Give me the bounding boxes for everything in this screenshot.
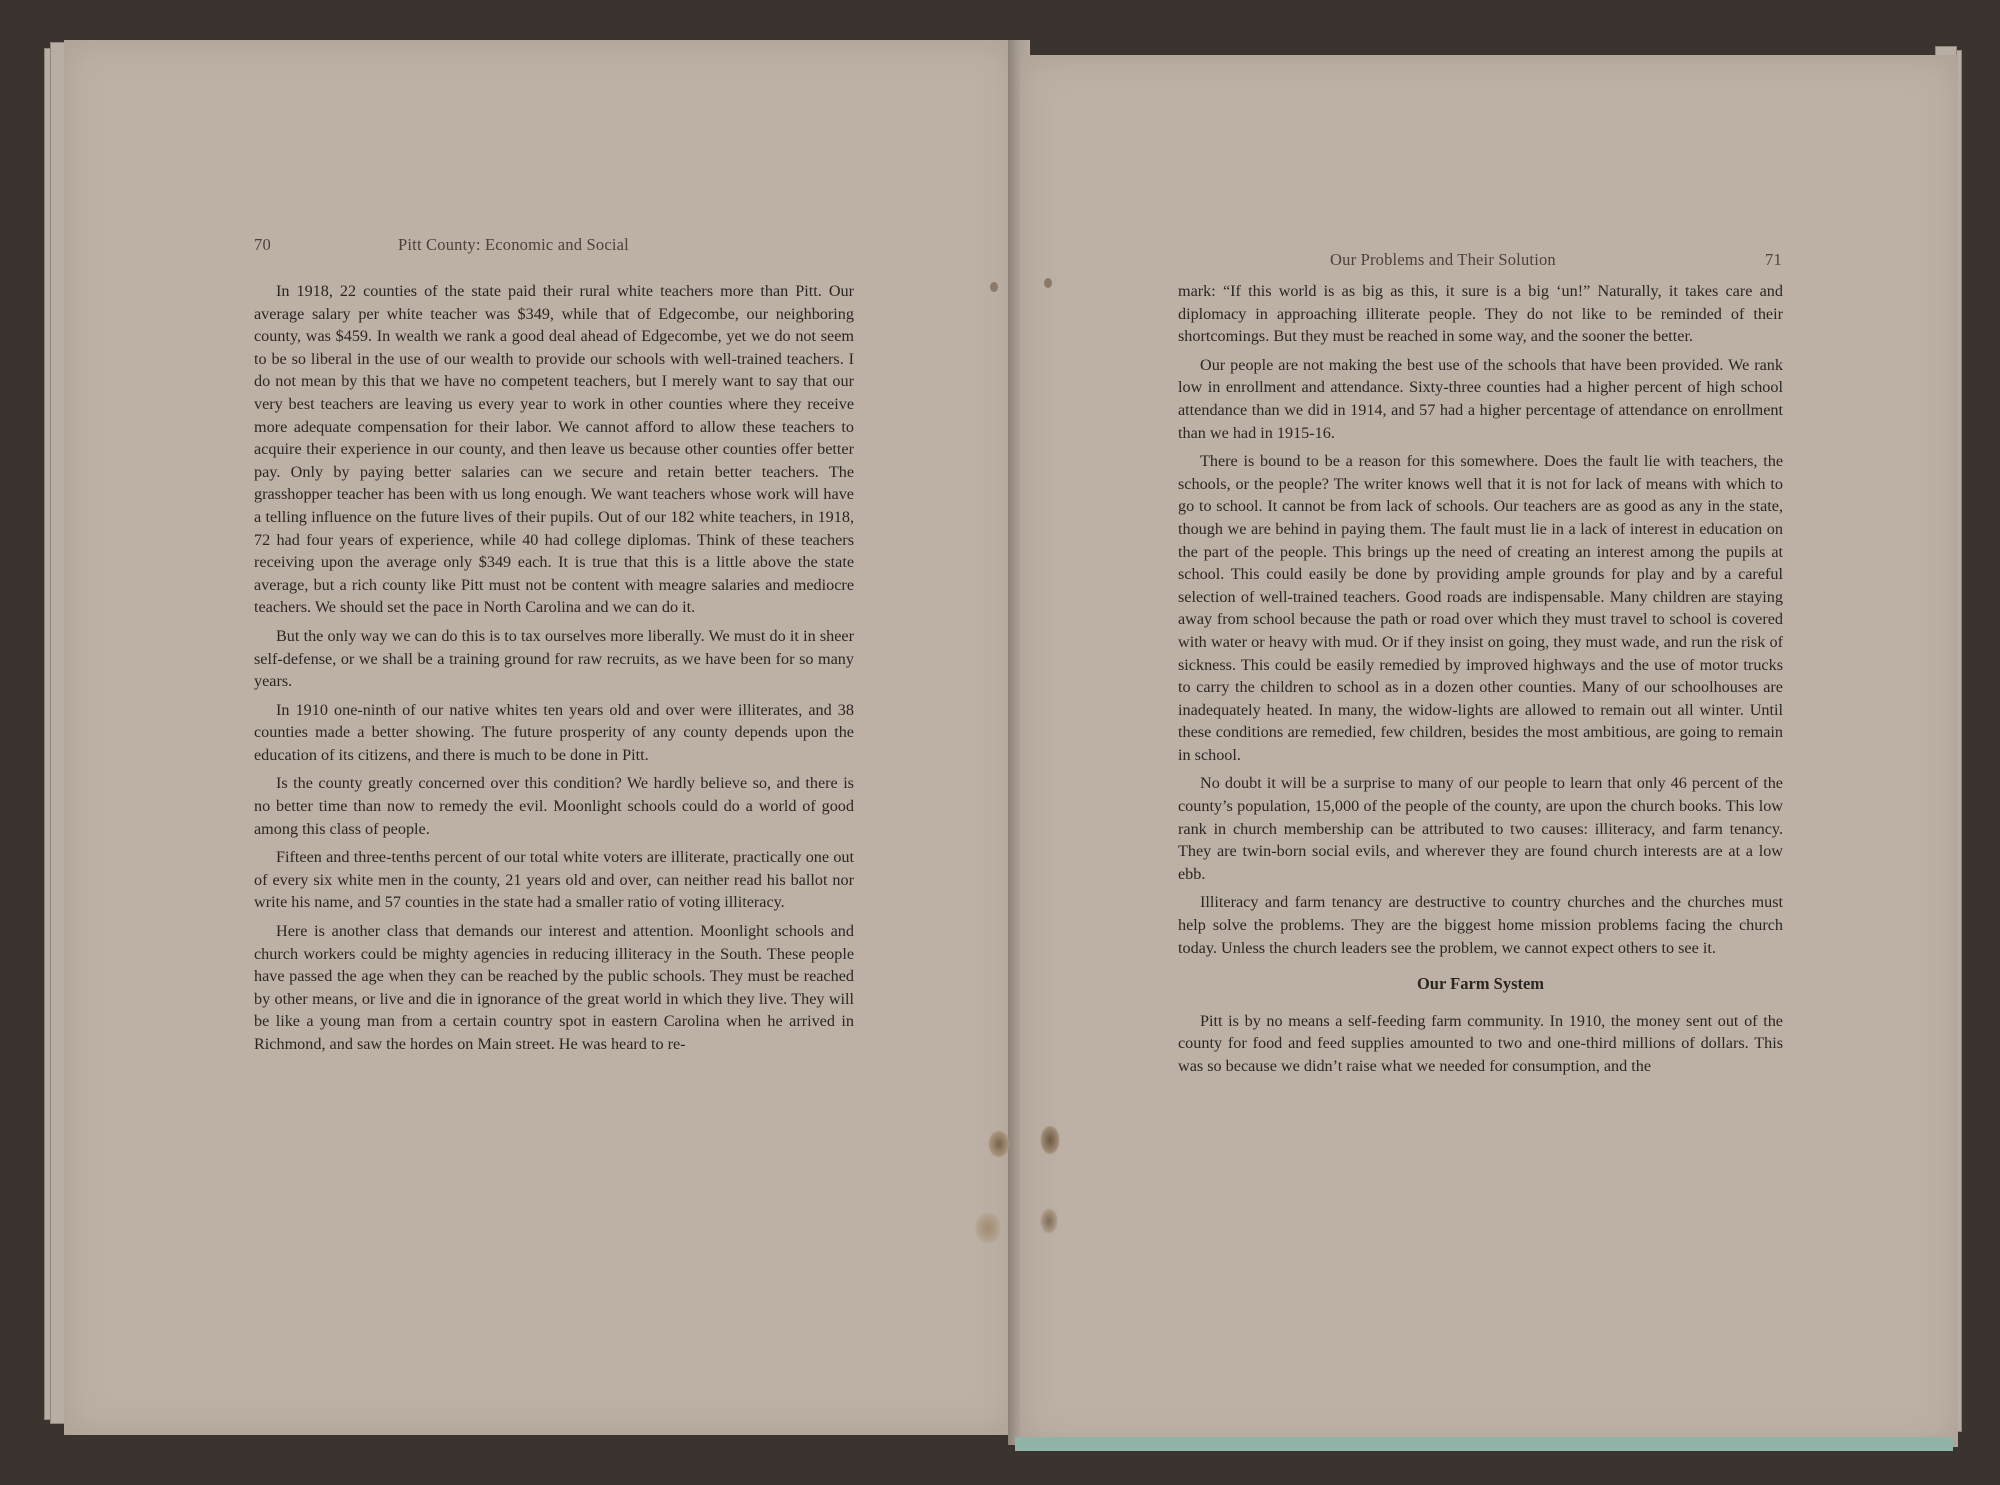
paragraph: Is the county greatly concerned over this condition? We hardly believe so, and there is no better time than now to remedy the evil. Moonlight schools could do a world of good among this class of people. — [254, 774, 854, 838]
paragraph: mark: “If this world is as big as this, it sure is a big ‘un!” Naturally, it takes care and diplomacy in approaching illiterate people. They do not like to be reminded of their shortcomings. But they must be reached in some way, and the sooner the better. — [1178, 282, 1783, 346]
page-number-left: 70 — [254, 235, 271, 254]
right-page — [1020, 55, 1958, 1447]
paragraph: Fifteen and three-tenths percent of our total white voters are illiterate, practically one out of every six white men in the county, 21 years old and over, can neither read his ballot nor write his name, and 57 counties in the state had a smaller ratio of voting illiteracy. — [254, 848, 854, 912]
section-heading: Our Farm System — [1416, 974, 1545, 994]
staple-stain — [975, 1212, 1001, 1244]
staple-hole — [990, 282, 998, 292]
staple-stain — [1040, 1208, 1058, 1234]
running-head-right: Our Problems and Their Solution — [1330, 250, 1556, 269]
paragraph: But the only way we can do this is to tax ourselves more liberally. We must do it in sheer self-defense, or we shall be a training ground for raw recruits, as we have been for so many years. — [254, 626, 854, 691]
left-page — [64, 40, 1014, 1435]
paragraph: Pitt is by no means a self-feeding farm community. In 1910, the money sent out of the county for food and feed supplies amounted to two and one-third millions of dollars. This was so because we didn’t raise what we needed for consumption, and the — [1178, 1011, 1783, 1075]
paragraph: There is bound to be a reason for this somewhere. Does the fault lie with teachers, the schools, or the people? The writer knows well that it is not for lack of means with which to go to school. It cannot be from lack of schools. Our teachers are as good as any in the state, though we are behind in paying them. The fault must lie in a lack of interest in education on the part of the people. This brings up the need of creating an interest among the pupils at school. This could easily be done by providing ample grounds for play and by a careful selection of well-trained teachers. Good roads are indispensable. Many children are staying away from school because the path or road over which they must travel to school is covered with water or heavy with mud. Or if they insist on going, they must wade, and run the risk of sickness. This could be easily remedied by improved highways and the use of motor trucks to carry the children to school as in a dozen other counties. Many of our schoolhouses are inadequately heated. In many, the widow-lights are allowed to remain out all winter. Until these conditions are remedied, few children, besides the most ambitious, are going to remain in school. — [1178, 452, 1783, 764]
paragraph: Our people are not making the best use of the schools that have been provided. We rank low in enrollment and attendance. Sixty-three counties had a higher percent of high school attendance than we did in 1914, and 57 had a higher percentage of attendance on enrollment than we had in 1915-16. — [1178, 355, 1783, 442]
staple-hole — [1044, 278, 1052, 288]
right-page-body — [1178, 280, 1783, 1084]
page-number-right: 71 — [1765, 250, 1782, 269]
paragraph: Illiteracy and farm tenancy are destructive to country churches and the churches must help solve the problems. They are the biggest home mission problems facing the church today. Unless the church leaders see the problem, we cannot expect others to see it. — [1178, 893, 1783, 957]
cover-edge — [1015, 1437, 1953, 1451]
staple-stain — [988, 1130, 1010, 1158]
staple-stain — [1040, 1125, 1060, 1155]
paragraph: Here is another class that demands our interest and attention. Moonlight schools and church workers could be mighty agencies in reducing illiteracy in the South. These people have passed the age when they can be reached by the public schools. They must be reached by other means, or live and die in ignorance of the great world in which they live. They will be like a young man from a certain country spot in eastern Carolina when he arrived in Richmond, and saw the hordes on Main street. He was heard to re- — [254, 922, 854, 1053]
paragraph: In 1918, 22 counties of the state paid their rural white teachers more than Pitt. Our average salary per white teacher was $349, while that of Edgecombe, our neighboring county, was $459. In wealth we rank a good deal ahead of Edgecombe, yet we do not seem to be so liberal in the use of our wealth to provide our schools with well-trained teachers. I do not mean by this that we have no competent teachers, but I merely want to say that our very best teachers are leaving us every year to work in other counties where they receive more adequate compensation for their labor. We cannot afford to allow these teachers to acquire their experience in our county, and then leave us because other counties offer better pay. Only by paying better salaries can we secure and retain better teachers. The grasshopper teacher has been with us long enough. We want teachers whose work will have a telling influence on the future lives of their pupils. Out of our 182 white teachers, in 1918, 72 had four years of experience, while 40 had college diplomas. Think of these teachers receiving upon the average only $349 each. It is true that this is a little above the state average, but a rich county like Pitt must not be content with meagre salaries and mediocre teachers. We should set the pace in North Carolina and we can do it. — [254, 282, 854, 617]
paragraph: In 1910 one-ninth of our native whites ten years old and over were illiterates, and 38 counties made a better showing. The future prosperity of any county depends upon the education of its citizens, and there is much to be done in Pitt. — [254, 700, 854, 764]
running-head-left: Pitt County: Economic and Social — [398, 235, 629, 254]
left-page-body — [254, 280, 854, 1062]
paragraph: No doubt it will be a surprise to many of our people to learn that only 46 percent of the county’s population, 15,000 of the people of the county, are upon the church books. This low rank in church membership can be attributed to two causes: illiteracy, and farm tenancy. They are twin-born social evils, and wherever they are found church interests are at a low ebb. — [1178, 774, 1783, 883]
